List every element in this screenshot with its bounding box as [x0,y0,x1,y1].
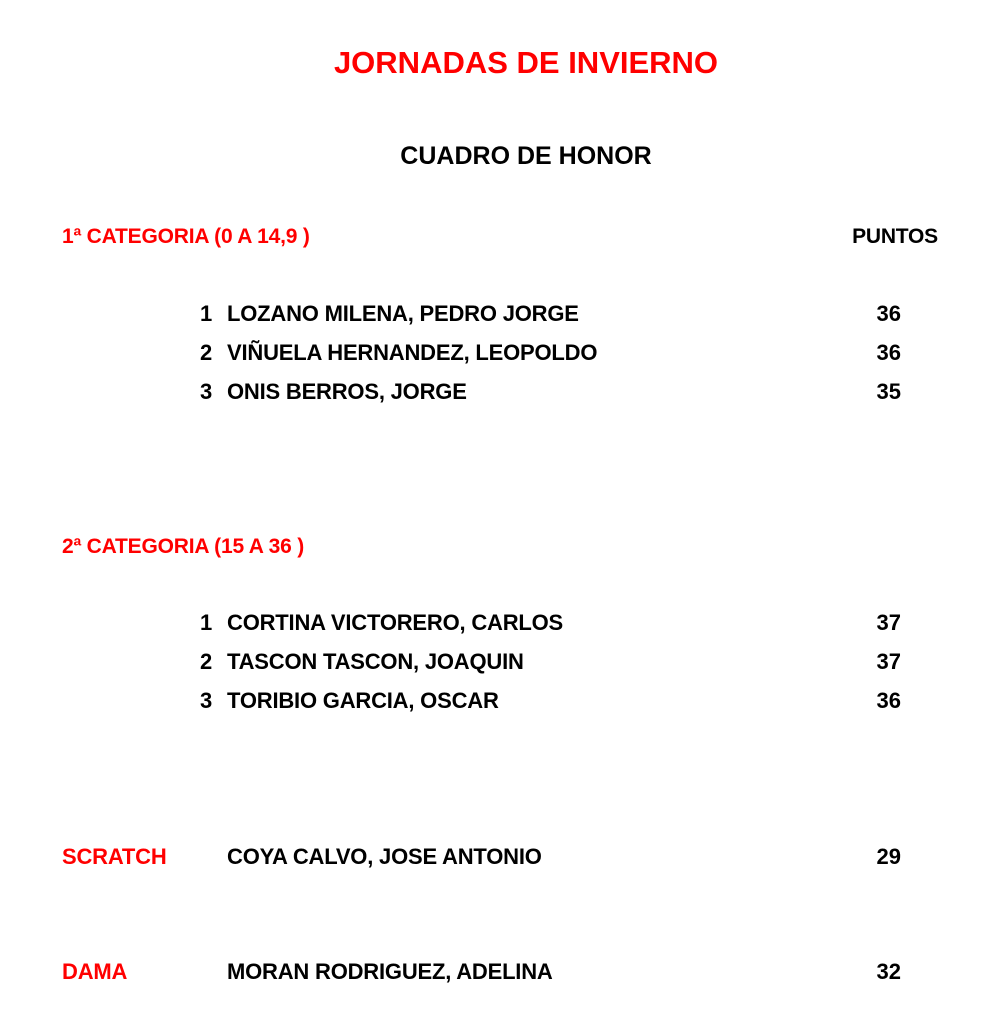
points-column-header: PUNTOS [852,225,938,248]
result-name: VIÑUELA HERNANDEZ, LEOPOLDO [227,340,598,365]
result-points: 36 [876,340,901,365]
result-name: TASCON TASCON, JOAQUIN [227,649,524,674]
category-heading: 1ª CATEGORIA (0 A 14,9 ) [62,225,310,248]
page-title: JORNADAS DE INVIERNO [333,45,719,80]
result-points: 36 [876,301,901,326]
result-points: 37 [876,610,901,635]
special-points: 32 [876,959,901,984]
special-name: MORAN RODRIGUEZ, ADELINA [227,959,553,984]
category-heading: 2ª CATEGORIA (15 A 36 ) [62,535,304,558]
result-rank: 3 [200,379,213,404]
result-name: CORTINA VICTORERO, CARLOS [227,610,564,635]
result-points: 35 [876,379,901,404]
result-rank: 1 [200,301,213,326]
special-points: 29 [876,844,901,869]
result-name: ONIS BERROS, JORGE [227,379,467,404]
result-rank: 2 [200,340,213,365]
result-rank: 3 [200,688,213,713]
result-name: TORIBIO GARCIA, OSCAR [227,688,499,713]
result-name: LOZANO MILENA, PEDRO JORGE [227,301,579,326]
result-points: 37 [876,649,901,674]
result-points: 36 [876,688,901,713]
special-label-scratch: SCRATCH [62,844,167,869]
special-name: COYA CALVO, JOSE ANTONIO [227,844,542,869]
result-rank: 2 [200,649,213,674]
special-label-dama: DAMA [62,959,128,984]
result-rank: 1 [200,610,213,635]
page-subtitle: CUADRO DE HONOR [400,142,652,170]
